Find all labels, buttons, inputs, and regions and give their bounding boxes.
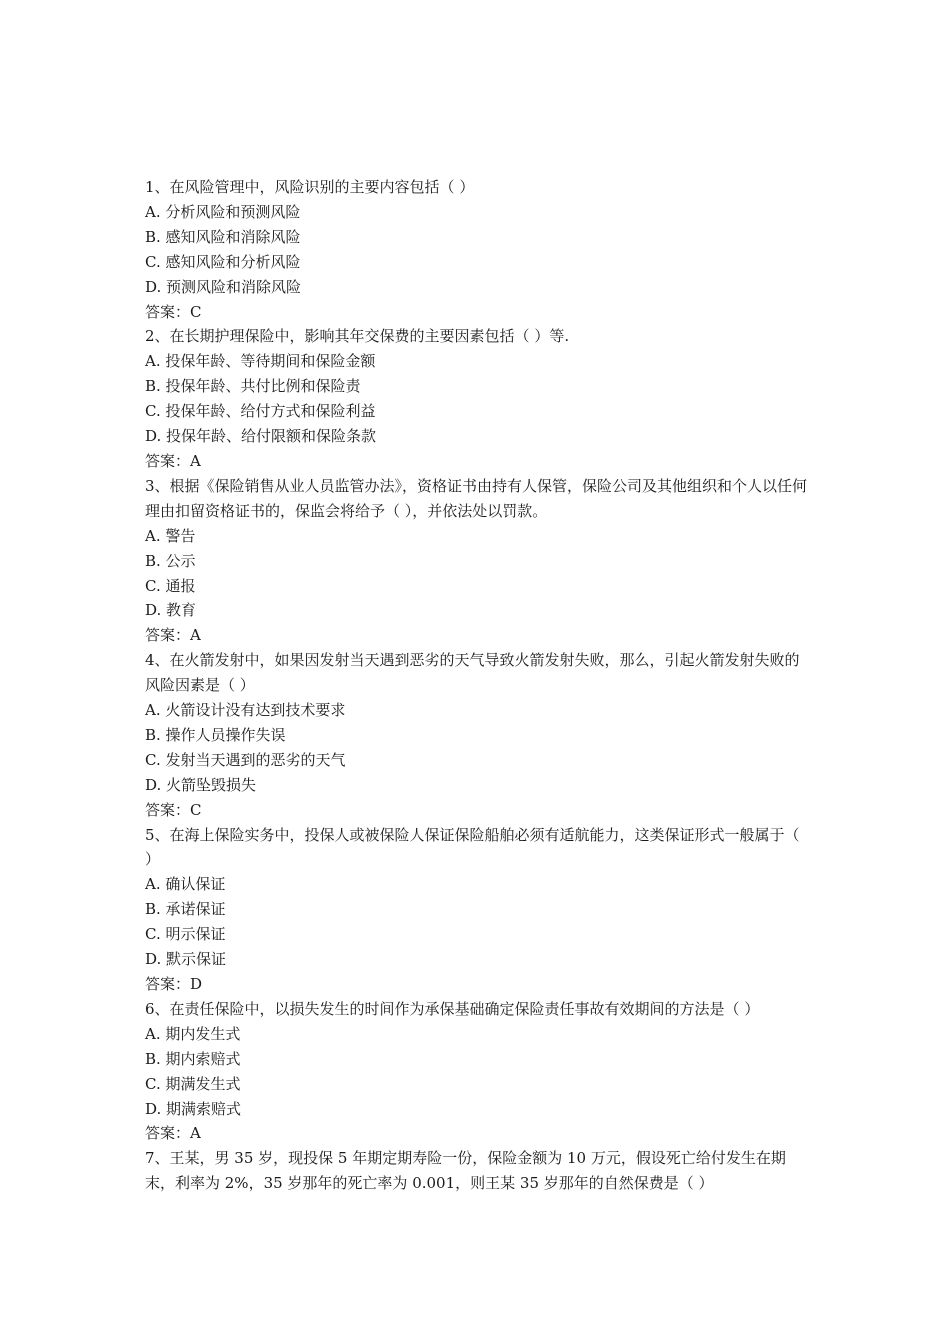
question-stem: 3、根据《保险销售从业人员监管办法》，资格证书由持有人保管，保险公司及其他组织和个人以任何理由扣留资格证书的，保监会将给予（ ），并依法处以罚款。 xyxy=(145,476,808,520)
question-answer: 答案：C xyxy=(145,302,202,321)
question-option: D. 默示保证 xyxy=(145,950,227,969)
question-option: B. 操作人员操作失误 xyxy=(145,725,286,744)
question-option: C. 期满发生式 xyxy=(145,1074,241,1093)
question-option: A. 警告 xyxy=(145,526,196,545)
question-answer: 答案：C xyxy=(145,800,202,819)
question-stem: 7、王某，男 35 岁，现投保 5 年期定期寿险一份，保险金额为 10 万元，假设死亡给付发生在期末，利率为 2%，35 岁那年的死亡率为 0.001，则王某 35 岁那年的自然保费是（ ） xyxy=(145,1149,786,1193)
question-block xyxy=(145,324,810,473)
question-block xyxy=(145,474,810,648)
question-option: B. 投保年龄、共付比例和保险责 xyxy=(145,377,361,396)
question-stem: 2、在长期护理保险中，影响其年交保费的主要因素包括（ ）等. xyxy=(145,327,570,346)
question-option: C. 明示保证 xyxy=(145,925,226,944)
question-answer: 答案：A xyxy=(145,1124,201,1143)
question-option: B. 感知风险和消除风险 xyxy=(145,227,301,246)
question-option: B. 公示 xyxy=(145,551,196,570)
question-block xyxy=(145,648,810,822)
question-option: B. 承诺保证 xyxy=(145,900,226,919)
question-block xyxy=(145,175,810,324)
question-option: C. 投保年龄、给付方式和保险利益 xyxy=(145,402,376,421)
question-block xyxy=(145,997,810,1146)
question-option: D. 期满索赔式 xyxy=(145,1099,242,1118)
question-stem: 1、在风险管理中，风险识别的主要内容包括（ ） xyxy=(145,178,475,196)
question-answer: 答案：D xyxy=(145,975,203,993)
question-option: D. 投保年龄、给付限额和保险条款 xyxy=(145,427,377,446)
question-option: A. 火箭设计没有达到技术要求 xyxy=(145,701,346,720)
question-option: C. 发射当天遇到的恶劣的天气 xyxy=(145,750,346,769)
question-option: A. 投保年龄、等待期间和保险金额 xyxy=(145,352,376,371)
question-option: A. 期内发生式 xyxy=(145,1024,241,1043)
question-stem: 4、在火箭发射中，如果因发射当天遇到恶劣的天气导致火箭发射失败，那么，引起火箭发射失败的风险因素是（ ） xyxy=(145,651,800,695)
question-stem: 5、在海上保险实务中，投保人或被保险人保证保险船舶必须有适航能力，这类保证形式一般属于（ ） xyxy=(145,825,800,869)
question-answer: 答案：A xyxy=(145,626,201,645)
question-stem: 6、在责任保险中，以损失发生的时间作为承保基础确定保险责任事故有效期间的方法是（ ） xyxy=(145,999,760,1018)
question-block xyxy=(145,823,810,997)
question-list xyxy=(145,175,810,1196)
question-option: C. 通报 xyxy=(145,576,196,595)
question-option: B. 期内索赔式 xyxy=(145,1049,241,1068)
question-block xyxy=(145,1146,810,1196)
question-option: A. 分析风险和预测风险 xyxy=(145,202,301,221)
question-option: C. 感知风险和分析风险 xyxy=(145,252,301,271)
question-option: D. 火箭坠毁损失 xyxy=(145,775,257,794)
question-option: D. 教育 xyxy=(145,601,197,620)
question-option: D. 预测风险和消除风险 xyxy=(145,277,302,296)
question-option: A. 确认保证 xyxy=(145,875,226,894)
question-answer: 答案：A xyxy=(145,451,201,470)
